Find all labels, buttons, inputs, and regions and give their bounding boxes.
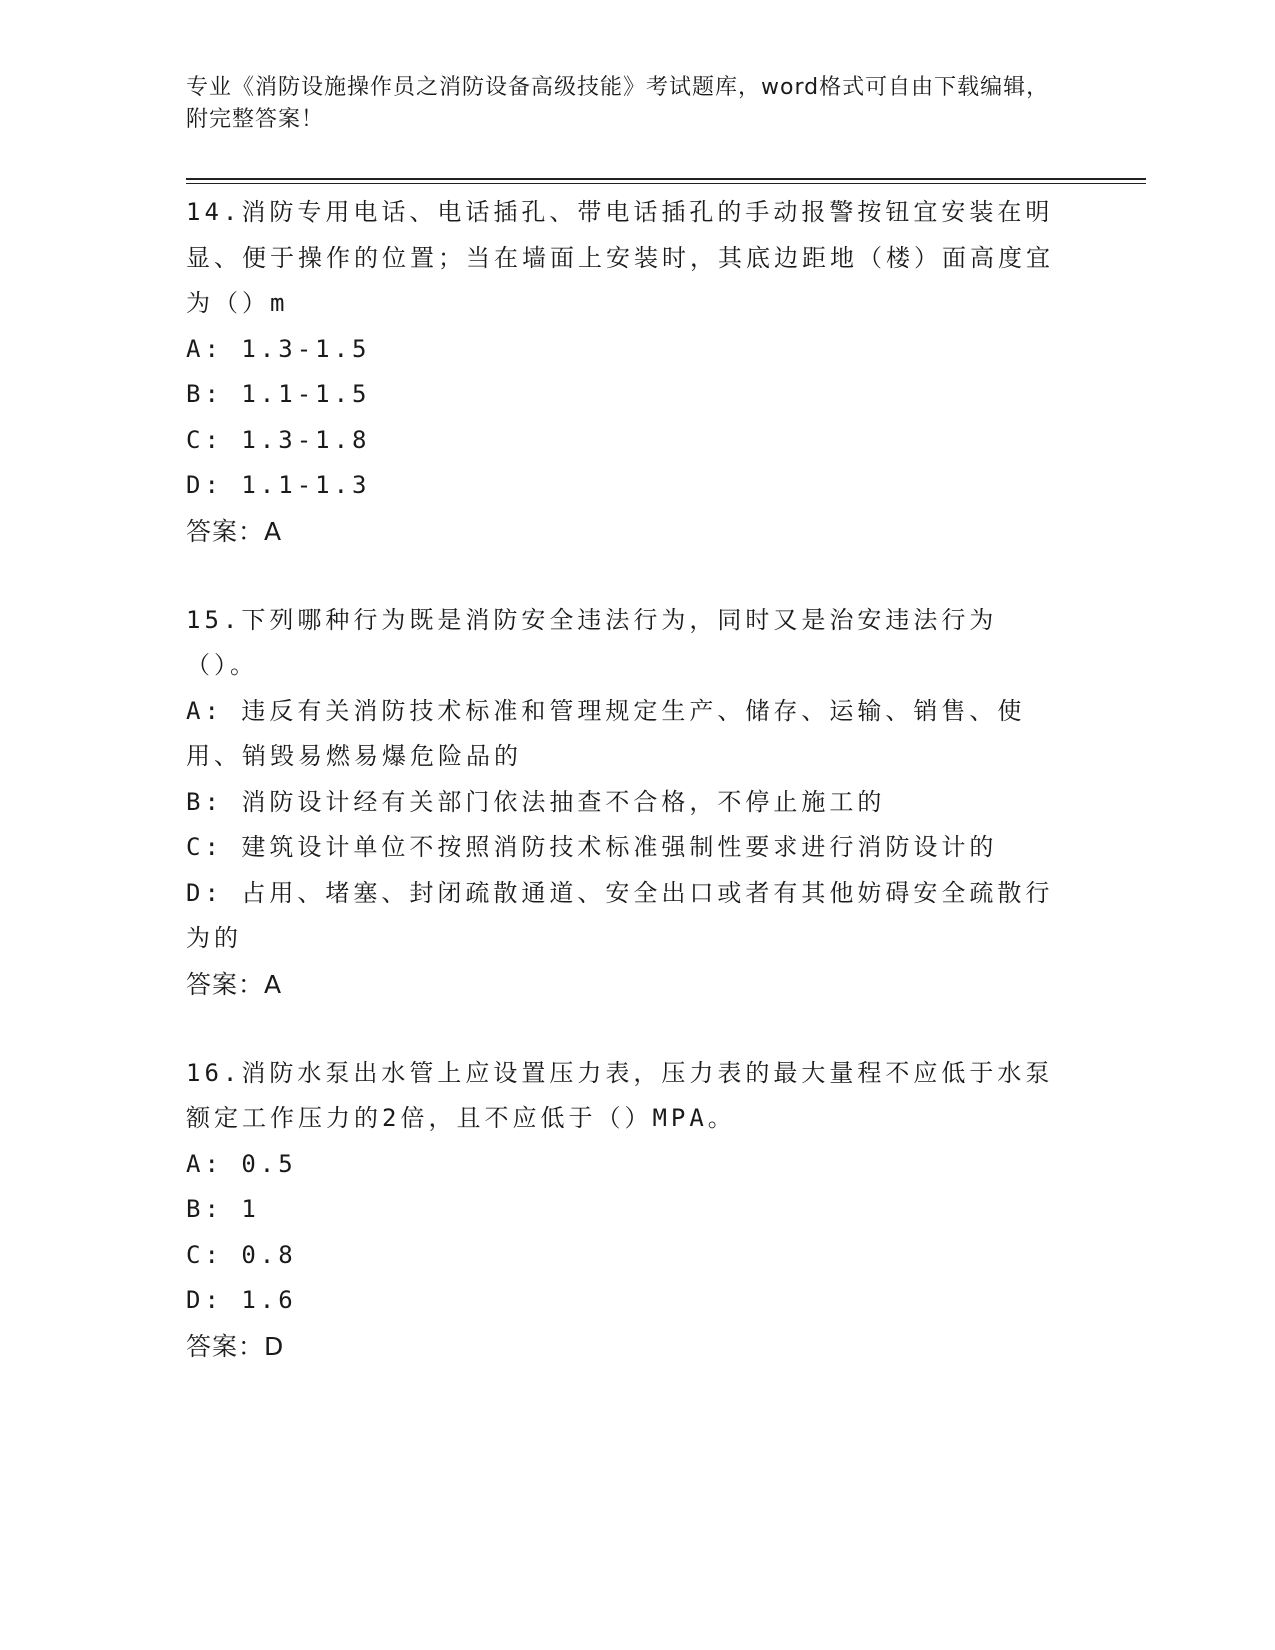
header-divider-top: [186, 178, 1146, 180]
option-a: A: 违反有关消防技术标准和管理规定生产、储存、运输、销售、使用、销毁易燃易爆危险品的: [186, 696, 1026, 770]
question-text: 15.下列哪种行为既是消防安全违法行为，同时又是治安违法行为（）。: [186, 605, 998, 679]
document-header: 专业《消防设施操作员之消防设备高级技能》考试题库，word格式可自由下载编辑，附完整答案！: [186, 75, 1050, 132]
option-d: D: 占用、堵塞、封闭疏散通道、安全出口或者有其他妨碍安全疏散行为的: [186, 878, 1054, 952]
option-d: D: 1.6: [186, 1286, 297, 1314]
answer-label: 答案：A: [186, 969, 283, 999]
option-a: A: 1.3-1.5: [186, 334, 371, 363]
answer-label: 答案：A: [186, 516, 283, 546]
option-b: B: 消防设计经有关部门依法抽查不合格，不停止施工的: [186, 787, 886, 816]
question-text: 16.消防水泵出水管上应设置压力表，压力表的最大量程不应低于水泵额定工作压力的2倍，且不应低于（）MPA。: [186, 1058, 1054, 1132]
question-15: [186, 598, 1086, 1007]
option-a: A: 0.5: [186, 1149, 297, 1178]
option-c: C: 1.3-1.8: [186, 425, 371, 454]
option-b: B: 1: [186, 1195, 260, 1223]
option-c: C: 建筑设计单位不按照消防技术标准强制性要求进行消防设计的: [186, 833, 998, 861]
answer-label: 答案：D: [186, 1331, 285, 1361]
question-16: [186, 1051, 1086, 1369]
option-c: C: 0.8: [186, 1240, 297, 1269]
question-list: [186, 190, 1086, 1413]
option-b: B: 1.1-1.5: [186, 380, 371, 408]
header-divider-bottom: [186, 183, 1146, 184]
question-14: [186, 190, 1086, 554]
option-d: D: 1.1-1.3: [186, 471, 371, 499]
question-text: 14.消防专用电话、电话插孔、带电话插孔的手动报警按钮宜安装在明显、便于操作的位置；当在墙面上安装时，其底边距地（楼）面高度宜为（）m: [186, 198, 1054, 317]
